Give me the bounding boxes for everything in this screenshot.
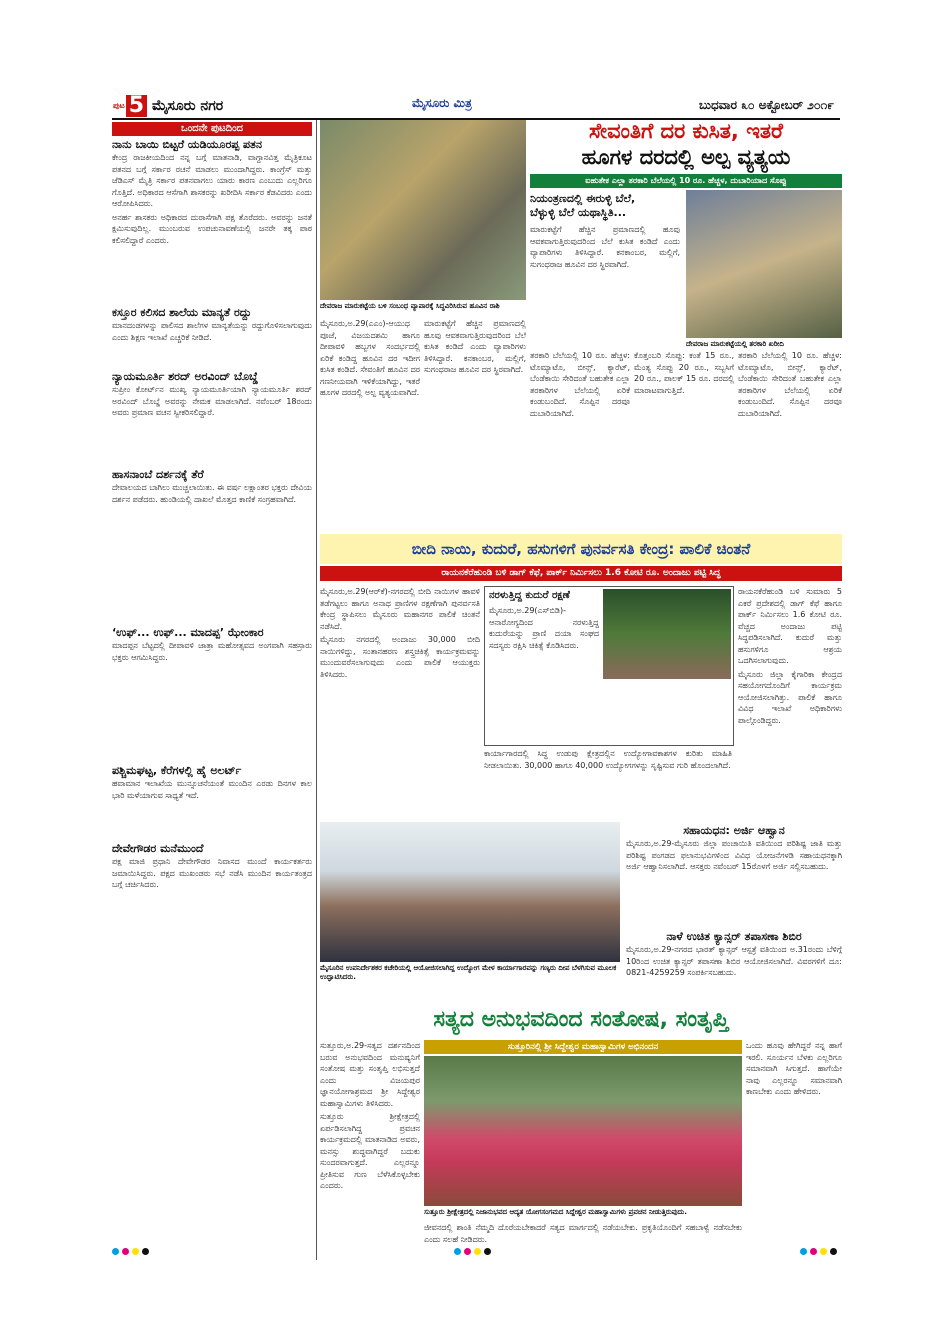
paragraph: ಕೊತ್ತಂಬರಿ ಸೊಪ್ಪು: ಕಂತೆ 15 ರೂ., ಮೆಂತ್ಯ ಸೊಪ್ಪು 20 ರೂ., ಸಬ್ಬಸಿಗೆ 20 ರೂ., ಪಾಲಕ್ 15 ರೂ. ದರದಲ್ಲಿ ಮಾರಾಟವಾಗುತ್ತಿದೆ. [634, 351, 734, 395]
paragraph: ಸುಪ್ರೀಂ ಕೋರ್ಟ್‌ನ ಮುಖ್ಯ ನ್ಯಾಯಮೂರ್ತಿಯಾಗಿ ನ್ಯಾಯಮೂರ್ತಿ ಶರದ್ ಅರವಿಂದ್ ಬೊಬ್ಡೆ ಅವರನ್ನು ನೇಮಕ ಮಾಡಲಾಗಿದೆ. ನವೆಂಬರ್ 18ರಂದು ಅವರು ಪ್ರಮಾಣ ವಚನ ಸ್ವೀಕರಿಸಲಿದ್ದಾರೆ. [112, 385, 312, 417]
page-number-badge [112, 94, 148, 118]
flower-headline-line1: ಸೇವಂತಿಗೆ ದರ ಕುಸಿತ, ಇತರೆ [589, 119, 783, 143]
paragraph: ಜೀವನದಲ್ಲಿ ಶಾಂತಿ ನೆಮ್ಮದಿ ದೊರೆಯಬೇಕಾದರೆ ಸತ್ಯದ ಮಾರ್ಗದಲ್ಲಿ ನಡೆಯಬೇಕು. ಪ್ರಕೃತಿಯೊಂದಿಗೆ ಸಹಬಾಳ್ವೆ ನಡೆಸಬೇಕು ಎಂದು ಸಲಹೆ ನೀಡಿದರು. [424, 1223, 742, 1244]
photo-caption: ಸುತ್ತೂರು ಶ್ರೀಕ್ಷೇತ್ರದಲ್ಲಿ ನಿಜಾನುಭವದ ಆದ್ಯತ ಯೋಗಸಂಗಮದ ಸಿದ್ದೇಶ್ವರ ಮಹಾಸ್ವಾಮಿಗಳು ಪ್ರವಚನ ನೀಡುತ್ತಿರುವುದು. [424, 1208, 687, 1216]
article-body [112, 320, 312, 366]
flower-headline [530, 118, 842, 170]
left-column [112, 138, 312, 954]
flower-body-col2 [424, 318, 526, 528]
paragraph: ಕೇಂದ್ರ ರಾಜಕೀಯದಿಂದ ನನ್ನ ಬಗ್ಗೆ ಮಾತನಾಡಿ, ವಾಗ್ದಾನವಿತ್ತ ಮೈತ್ರಿಕೂಟ ಪತನದ ಬಗ್ಗೆ ಸರ್ಕಾರ ರಚನೆ ಮಾಡಲು ಮುಂದಾಗಿದ್ದರು. ಕಾಂಗ್ರೆಸ್ ಮತ್ತು ಜೆಡಿಎಸ್ ಮೈತ್ರಿ ಸರ್ಕಾರ ಪತನವಾಗಲು ಯಾರು ಕಾರಣ ಎಂಬುದು ಎಲ್ಲರಿಗೂ ಗೊತ್ತಿದೆ. ಅಧಿಕಾರದ ಆಸೆಗಾಗಿ ಶಾಸಕರನ್ನು ಖರೀದಿಸಿ ಸರ್ಕಾರ ಕೆಡವಿದರು ಎಂದು ಆರೋಪಿಸಿದರು. [112, 153, 312, 208]
bottom-body-col4 [746, 1040, 842, 1240]
flower-body-col3 [530, 350, 630, 528]
page-label: ಪುಟ [112, 101, 125, 110]
article-headline: ಪಶ್ಚಿಮಘಟ್ಟ, ಕೆರೆಗಳಲ್ಲಿ ಹೈ ಅಲರ್ಟ್ [112, 764, 242, 777]
paragraph: ದೇವಾಲಯದ ಬಾಗಿಲು ಮುಚ್ಚಲಾಯಿತು. ಈ ವರ್ಷ ಲಕ್ಷಾಂತರ ಭಕ್ತರು ದೇವಿಯ ದರ್ಶನ ಪಡೆದರು. ಹುಂಡಿಯಲ್ಲಿ ದಾಖಲೆ ಮೊತ್ತದ ಕಾಣಿಕೆ ಸಂಗ್ರಹವಾಗಿದೆ. [112, 483, 312, 504]
cyan-dot [800, 1248, 807, 1255]
horse-rescue-box [484, 586, 734, 746]
paragraph: ಮಾದಪ್ಪನ ಬೆಟ್ಟದಲ್ಲಿ ದೀಪಾವಳಿ ಜಾತ್ರಾ ಮಹೋತ್ಸವದ ಅಂಗವಾಗಿ ಸಹಸ್ರಾರು ಭಕ್ತರು ಆಗಮಿಸಿದ್ದರು. [112, 641, 312, 662]
yellow-dot [820, 1248, 827, 1255]
column-divider [316, 120, 317, 1260]
magenta-dot [810, 1248, 817, 1255]
photo-caption: ದೇವರಾಜ ಮಾರುಕಟ್ಟೆಯ ಬಳಿ ಸಂಬಂಧ ವ್ಯಾಪಾರಕ್ಕೆ ಸಿದ್ಧವಿರಿಸಿರುವ ಹೂವಿನ ರಾಶಿ [320, 302, 500, 310]
box-headline: ನರಳುತ್ತಿದ್ದ ಕುದುರೆ ರಕ್ಷಣೆ [489, 590, 570, 601]
photo-caption: ದೇವರಾಜ ಮಾರುಕಟ್ಟೆಯಲ್ಲಿ ತರಕಾರಿ ಖರೀದಿ [686, 340, 784, 348]
dog-headline: ಬೀದಿ ನಾಯಿ, ಕುದುರೆ, ಹಸುಗಳಿಗೆ ಪುನರ್ವಸತಿ ಕೇಂದ್ರ: ಪಾಲಿಕೆ ಚಿಂತನೆ [320, 534, 842, 564]
article-headline: ನ್ಯಾಯಮೂರ್ತಿ ಶರದ್ ಅರವಿಂದ್ ಬೊಬ್ಡೆ [112, 370, 259, 383]
paragraph: ಅನರ್ಹ ಶಾಸಕರು ಅಧಿಕಾರದ ದುರಾಸೆಗಾಗಿ ಪಕ್ಷ ತೊರೆದರು. ಅವರನ್ನು ಜನತೆ ಕ್ಷಮಿಸುವುದಿಲ್ಲ. ಮುಂಬರುವ ಉಪಚುನಾವಣೆಯಲ್ಲಿ ಜನರೇ ತಕ್ಕ ಪಾಠ ಕಲಿಸಲಿದ್ದಾರೆ ಎಂದರು. [112, 212, 312, 245]
black-dot [142, 1248, 149, 1255]
cyan-dot [112, 1248, 119, 1255]
article-body [112, 482, 312, 622]
paragraph: ರಾಯನಕೆರೆಹುಂಡಿ ಬಳಿ ಸುಮಾರು 5 ಎಕರೆ ಪ್ರದೇಶದಲ್ಲಿ ಡಾಗ್ ಕೆಫೆ ಹಾಗೂ ಪಾರ್ಕ್ ನಿರ್ಮಿಸಲು 1.6 ಕೋಟಿ ರೂ. ವೆಚ್ಚದ ಅಂದಾಜು ಪಟ್ಟಿ ಸಿದ್ಧಪಡಿಸಲಾಗಿದೆ. ಕುದುರೆ ಮತ್ತು ಹಸುಗಳಿಗೂ ಆಶ್ರಯ ಒದಗಿಸಲಾಗುವುದು. [738, 587, 842, 665]
paragraph: ಮೈಸೂರು,ಅ.29-ನಗರದ ಭಾರತ್ ಕ್ಯಾನ್ಸರ್ ಆಸ್ಪತ್ರೆ ವತಿಯಿಂದ ಅ.31ರಂದು ಬೆಳಿಗ್ಗೆ 10ರಿಂದ ಉಚಿತ ಕ್ಯಾನ್ಸರ್ ತಪಾಸಣಾ ಶಿಬಿರ ಆಯೋಜಿಸಲಾಗಿದೆ. ವಿವರಗಳಿಗೆ ದೂ: 0821-4259259 ಸಂಪರ್ಕಿಸಬಹುದು. [626, 945, 842, 977]
article-body [112, 778, 312, 838]
bottom-strapline: ಸುತ್ತೂರಿನಲ್ಲಿ ಶ್ರೀ ಸಿದ್ದೇಶ್ವರ ಮಹಾಸ್ವಾಮಿಗಳ ಅಭಿನಂದನ [424, 1040, 742, 1054]
horse-rescue-photo [603, 589, 731, 679]
paragraph: ಹವಾಮಾನ ಇಲಾಖೆಯ ಮುನ್ಸೂಚನೆಯಂತೆ ಮುಂದಿನ ಎರಡು ದಿನಗಳ ಕಾಲ ಭಾರಿ ಮಳೆಯಾಗುವ ಸಾಧ್ಯತೆ ಇದೆ. [112, 779, 312, 800]
article-headline: ಹಾಸನಾಂಬೆ ದರ್ಶನಕ್ಕೆ ತೆರೆ [112, 468, 204, 481]
color-register-marks [800, 1248, 837, 1255]
color-register-marks [112, 1248, 149, 1255]
paragraph: ಮೈಸೂರು ನಗರದಲ್ಲಿ ಅಂದಾಜು 30,000 ಬೀದಿ ನಾಯಿಗಳಿದ್ದು, ಸಂತಾನಹರಣ ಶಸ್ತ್ರಚಿಕಿತ್ಸೆ ಕಾರ್ಯಕ್ರಮವನ್ನು ಮುಂದುವರೆಸಲಾಗುವುದು ಎಂದು ಪಾಲಿಕೆ ಆಯುಕ್ತರು ತಿಳಿಸಿದರು. [320, 635, 480, 679]
magenta-dot [122, 1248, 129, 1255]
discourse-photo [424, 1056, 742, 1206]
flower-subhead [530, 192, 680, 220]
paragraph: ಮೈಸೂರು,ಅ.29(ಎಸ್‌ಬಿಡಿ)-ಆನಾರೋಗ್ಯದಿಂದ ನರಳುತ್ತಿದ್ದ ಕುದುರೆಯನ್ನು ಪ್ರಾಣಿ ದಯಾ ಸಂಘದ ಸದಸ್ಯರು ರಕ್ಷಿಸಿ ಚಿಕಿತ್ಸೆ ಕೊಡಿಸಿದರು. [489, 606, 599, 650]
dog-strapline: ರಾಯನಕೆರೆಹುಂಡಿ ಬಳಿ ಡಾಗ್ ಕೆಫೆ, ಪಾರ್ಕ್ ನಿರ್ಮಿಸಲು 1.6 ಕೋಟಿ ರೂ. ಅಂದಾಜು ಪಟ್ಟಿ ಸಿದ್ಧ [320, 566, 842, 581]
notice-body [626, 838, 842, 928]
paragraph: ಒಂದು ಹೂವು ಹೇಗಿದ್ದರೆ ನನ್ನ ಹಾಗೆ ಇರಲಿ. ಸೂರ್ಯನ ಬೆಳಕು ಎಲ್ಲರಿಗೂ ಸಮಾನವಾಗಿ ಸಿಗುತ್ತದೆ. ಹಾಗೆಯೇ ನಾವು ಎಲ್ಲರನ್ನೂ ಸಮಾನವಾಗಿ ಕಾಣಬೇಕು ಎಂದು ಹೇಳಿದರು. [746, 1041, 842, 1096]
article-headline: ದೇವೇಗೌಡರ ಮನೆಮುಂದೆ [112, 842, 204, 855]
flower-body-col5 [738, 350, 842, 528]
paragraph: ಕಾರ್ಯಾಗಾರದಲ್ಲಿ ಸಿದ್ಧ ಉಡುಪು ಕ್ಷೇತ್ರದಲ್ಲಿನ ಉದ್ಯೋಗಾವಕಾಶಗಳ ಕುರಿತು ಮಾಹಿತಿ ನೀಡಲಾಯಿತು. 30,000 ಹಾಗೂ 40,000 ಉದ್ಯೋಗಗಳನ್ನು ಸೃಷ್ಟಿಸುವ ಗುರಿ ಹೊಂದಲಾಗಿದೆ. [484, 749, 732, 770]
article-headline: ‘ಉಫ್... ಉಫ್... ಮಾದಪ್ಪ’ ಝೇಂಕಾರ [112, 626, 264, 639]
flower-market-photo [320, 120, 526, 300]
vegetable-market-photo [686, 190, 842, 338]
page-number: 5 [126, 95, 147, 117]
dog-body-col3 [738, 586, 842, 818]
paragraph: ಮಾನದಂಡಗಳನ್ನು ಪಾಲಿಸದ ಶಾಲೆಗಳ ಮಾನ್ಯತೆಯನ್ನು ರದ್ದುಗೊಳಿಸಲಾಗುವುದು ಎಂದು ಶಿಕ್ಷಣ ಇಲಾಖೆ ಎಚ್ಚರಿಕೆ ನೀಡಿದೆ. [112, 321, 312, 342]
paragraph: ಮಾರುಕಟ್ಟೆಗೆ ಹೆಚ್ಚಿನ ಪ್ರಮಾಣದಲ್ಲಿ ಹೂವು ಆವಕವಾಗುತ್ತಿರುವುದರಿಂದ ಬೆಲೆ ಕುಸಿತ ಕಂಡಿದೆ ಎಂದು ವ್ಯಾಪಾರಿಗಳು ತಿಳಿಸಿದ್ದಾರೆ. ಕನಕಾಂಬರ, ಮಲ್ಲಿಗೆ, ಸುಗಂಧರಾಜ ಹೂವಿನ ದರ ಸ್ಥಿರವಾಗಿದೆ. [530, 225, 680, 269]
flower-headline-line2: ಹೂಗಳ ದರದಲ್ಲಿ ಅಲ್ಪ ವ್ಯತ್ಯಯ [581, 145, 791, 169]
color-register-marks [454, 1248, 491, 1255]
box-body [485, 605, 603, 740]
paragraph: ಮೈಸೂರು,ಅ.29(ಆರ್‌ಕೆ)-ನಗರದಲ್ಲಿ ಬೀದಿ ನಾಯಿಗಳ ಹಾವಳಿ ತಡೆಗಟ್ಟಲು ಹಾಗೂ ಅನಾಥ ಪ್ರಾಣಿಗಳ ರಕ್ಷಣೆಗಾಗಿ ಪುನರ್ವಸತಿ ಕೇಂದ್ರ ಸ್ಥಾಪಿಸಲು ಮೈಸೂರು ಮಹಾನಗರ ಪಾಲಿಕೆ ಚಿಂತನೆ ನಡೆಸಿದೆ. [320, 587, 480, 631]
flower-body-col1 [320, 318, 420, 528]
bottom-body-col1 [320, 1040, 420, 1240]
paragraph: ಮಾರುಕಟ್ಟೆಗೆ ಹೆಚ್ಚಿನ ಪ್ರಮಾಣದಲ್ಲಿ ಹೂವು ಆವಕವಾಗುತ್ತಿರುವುದರಿಂದ ಬೆಲೆ ಕುಸಿತ ಕಂಡಿದೆ ಎಂದು ವ್ಯಾಪಾರಿಗಳು ತಿಳಿಸಿದ್ದಾರೆ. ಕನಕಾಂಬರ, ಮಲ್ಲಿಗೆ, ಸುಗಂಧರಾಜ ಹೂವಿನ ದರ ಸ್ಥಿರವಾಗಿದೆ. [424, 319, 526, 374]
black-dot [484, 1248, 491, 1255]
notice-column [626, 824, 842, 996]
notice-headline: ಸಹಾಯಧನ: ಅರ್ಜಿ ಆಹ್ವಾನ [683, 824, 785, 837]
notice-headline: ನಾಳೆ ಉಚಿತ ಕ್ಯಾನ್ಸರ್ ತಪಾಸಣಾ ಶಿಬಿರ [666, 930, 802, 943]
subhead-line: ನಿಯಂತ್ರಣದಲ್ಲಿ ಈರುಳ್ಳಿ ಬೆಲೆ, [530, 192, 636, 205]
bottom-headline: ಸತ್ಯದ ಅನುಭವದಿಂದ ಸಂತೋಷ, ಸಂತೃಪ್ತಿ [433, 1007, 729, 1032]
masthead [112, 94, 840, 118]
article-body [112, 856, 312, 954]
yellow-dot [474, 1248, 481, 1255]
paragraph: ಮೈಸೂರು ಜಿಲ್ಲಾ ಕೈಗಾರಿಕಾ ಕೇಂದ್ರದ ಸಹಯೋಗದೊಂದಿಗೆ ಕಾರ್ಯಕ್ರಮ ಆಯೋಜಿಸಲಾಗಿತ್ತು. ಪಾಲಿಕೆ ಹಾಗೂ ವಿವಿಧ ಇಲಾಖೆ ಅಧಿಕಾರಿಗಳು ಪಾಲ್ಗೊಂಡಿದ್ದರು. [738, 669, 842, 725]
black-dot [830, 1248, 837, 1255]
bottom-body-foot [424, 1222, 742, 1244]
paragraph: ಮೈಸೂರು,ಅ.29(ಎಎಂ)-ಆಯುಧ ಪೂಜೆ, ವಿಜಯದಶಮಿ ಹಾಗೂ ದೀಪಾವಳಿ ಹಬ್ಬಗಳ ಸಂದರ್ಭದಲ್ಲಿ ಏರಿಕೆ ಕಂಡಿದ್ದ ಹೂವಿನ ದರ ಇದೀಗ ಕುಸಿತ ಕಂಡಿದೆ. ಸೇವಂತಿಗೆ ಹೂವಿನ ದರ ಗಣನೀಯವಾಗಿ ಇಳಿಕೆಯಾಗಿದ್ದು, ಇತರೆ ಹೂಗಳ ದರದಲ್ಲಿ ಅಲ್ಪ ವ್ಯತ್ಯಯವಾಗಿದೆ. [320, 319, 420, 397]
dog-body-col2 [484, 748, 732, 818]
subhead-line: ಬೆಳ್ಳುಳ್ಳಿ ಬೆಲೆ ಯಥಾಸ್ಥಿತಿ... [530, 206, 627, 219]
flower-strapline: ಐಹುತೇಕ ಎಲ್ಲಾ ತರಕಾರಿ ಬೆಲೆಯಲ್ಲಿ 10 ರೂ. ಹೆಚ್ಚಳ, ದುಬಾರಿಯಾದ ಸೊಪ್ಪು [530, 174, 842, 188]
dateline: ಬುಧವಾರ ೩೦ ಅಕ್ಟೋಬರ್ ೨೦೧೯ [699, 98, 834, 112]
article-body [112, 640, 312, 760]
paragraph: ಸುತ್ತೂರು ಶ್ರೀಕ್ಷೇತ್ರದಲ್ಲಿ ಏರ್ಪಡಿಸಲಾಗಿದ್ದ ಪ್ರವಚನ ಕಾರ್ಯಕ್ರಮದಲ್ಲಿ ಮಾತನಾಡಿದ ಅವರು, ಮನಸ್ಸು ಶುದ್ಧವಾಗಿದ್ದರೆ ಬದುಕು ಸುಂದರವಾಗುತ್ತದೆ. ಎಲ್ಲರನ್ನೂ ಪ್ರೀತಿಸುವ ಗುಣ ಬೆಳೆಸಿಕೊಳ್ಳಬೇಕು ಎಂದರು. [320, 1112, 420, 1190]
paragraph: ತರಕಾರಿ ಬೆಲೆಯಲ್ಲಿ 10 ರೂ. ಹೆಚ್ಚಳ: ಟೊಮ್ಯಾಟೊ, ಬೀನ್ಸ್, ಕ್ಯಾರೆಟ್, ಬೆಂಡೆಕಾಯಿ ಸೇರಿದಂತೆ ಬಹುತೇಕ ಎಲ್ಲಾ ತರಕಾರಿಗಳ ಬೆಲೆಯಲ್ಲಿ ಏರಿಕೆ ಕಂಡುಬಂದಿದೆ. ಸೊಪ್ಪಿನ ದರವೂ ದುಬಾರಿಯಾಗಿದೆ. [738, 351, 842, 418]
yellow-dot [132, 1248, 139, 1255]
photo-caption: ಮೈಸೂರಿನ ಉಪನಿರ್ದೇಶಕರ ಕಚೇರಿಯಲ್ಲಿ ಆಯೋಜಿಸಲಾಗಿದ್ದ ಉದ್ಯೋಗ ಮೇಳ ಕಾರ್ಯಾಗಾರವನ್ನು ಗಣ್ಯರು ದೀಪ ಬೆಳಗಿಸುವ ಮೂಲಕ ಉದ್ಘಾಟಿಸಿದರು. [320, 964, 617, 981]
paragraph: ಮೈಸೂರು,ಅ.29-ಮೈಸೂರು ಜಿಲ್ಲಾ ಪಂಚಾಯಿತಿ ವತಿಯಿಂದ ಪರಿಶಿಷ್ಟ ಜಾತಿ ಮತ್ತು ಪರಿಶಿಷ್ಟ ಪಂಗಡದ ಫಲಾನುಭವಿಗಳಿಂದ ವಿವಿಧ ಯೋಜನೆಗಳಡಿ ಸಹಾಯಧನಕ್ಕಾಗಿ ಅರ್ಜಿ ಆಹ್ವಾನಿಸಲಾಗಿದೆ. ಆಸಕ್ತರು ನವೆಂಬರ್ 15ರೊಳಗೆ ಅರ್ಜಿ ಸಲ್ಲಿಸಬಹುದು. [626, 839, 842, 871]
article-body [112, 152, 312, 302]
job-fair-photo [320, 822, 620, 962]
article-body [112, 384, 312, 464]
notice-body [626, 944, 842, 996]
paragraph: ಪಕ್ಷ ಮಾಜಿ ಪ್ರಧಾನಿ ದೇವೇಗೌಡರ ನಿವಾಸದ ಮುಂದೆ ಕಾರ್ಯಕರ್ತರು ಜಮಾಯಿಸಿದ್ದರು. ಪಕ್ಷದ ಮುಖಂಡರು ಸಭೆ ನಡೆಸಿ ಮುಂದಿನ ಕಾರ್ಯತಂತ್ರದ ಬಗ್ಗೆ ಚರ್ಚಿಸಿದರು. [112, 857, 312, 889]
flower-body-top [530, 224, 680, 344]
flower-body-col4 [634, 350, 734, 528]
article-headline: ಕಸ್ತೂರ ಕಲಿಸದ ಶಾಲೆಯ ಮಾನ್ಯತೆ ರದ್ದು [112, 306, 252, 319]
dog-body-col1 [320, 586, 480, 818]
paragraph: ಸುತ್ತೂರು,ಅ.29-ಸತ್ಯದ ದರ್ಶನದಿಂದ ಬರುವ ಅನುಭವದಿಂದ ಮನುಷ್ಯನಿಗೆ ಸಂತೋಷ ಮತ್ತು ಸಂತೃಪ್ತಿ ಲಭಿಸುತ್ತದೆ ಎಂದು ವಿಜಯಪುರ ಜ್ಞಾನಯೋಗಾಶ್ರಮದ ಶ್ರೀ ಸಿದ್ದೇಶ್ವರ ಮಹಾಸ್ವಾಮಿಗಳು ತಿಳಿಸಿದರು. [320, 1041, 420, 1108]
cyan-dot [454, 1248, 461, 1255]
continued-banner: ಒಂದನೇ ಪುಟದಿಂದ [112, 122, 312, 136]
article-headline: ನಾನು ಬಾಯಿ ಬಿಟ್ಟರೆ ಯಡಿಯೂರಪ್ಪ ಪತನ [112, 138, 262, 151]
section-title: ಮೈಸೂರು ನಗರ [152, 98, 224, 114]
newspaper-brand: ಮೈಸೂರು ಮಿತ್ರ [412, 96, 472, 110]
paragraph: ತರಕಾರಿ ಬೆಲೆಯಲ್ಲಿ 10 ರೂ. ಹೆಚ್ಚಳ: ಟೊಮ್ಯಾಟೊ, ಬೀನ್ಸ್, ಕ್ಯಾರೆಟ್, ಬೆಂಡೆಕಾಯಿ ಸೇರಿದಂತೆ ಬಹುತೇಕ ಎಲ್ಲಾ ತರಕಾರಿಗಳ ಬೆಲೆಯಲ್ಲಿ ಏರಿಕೆ ಕಂಡುಬಂದಿದೆ. ಸೊಪ್ಪಿನ ದರವೂ ದುಬಾರಿಯಾಗಿದೆ. [530, 351, 630, 418]
magenta-dot [464, 1248, 471, 1255]
